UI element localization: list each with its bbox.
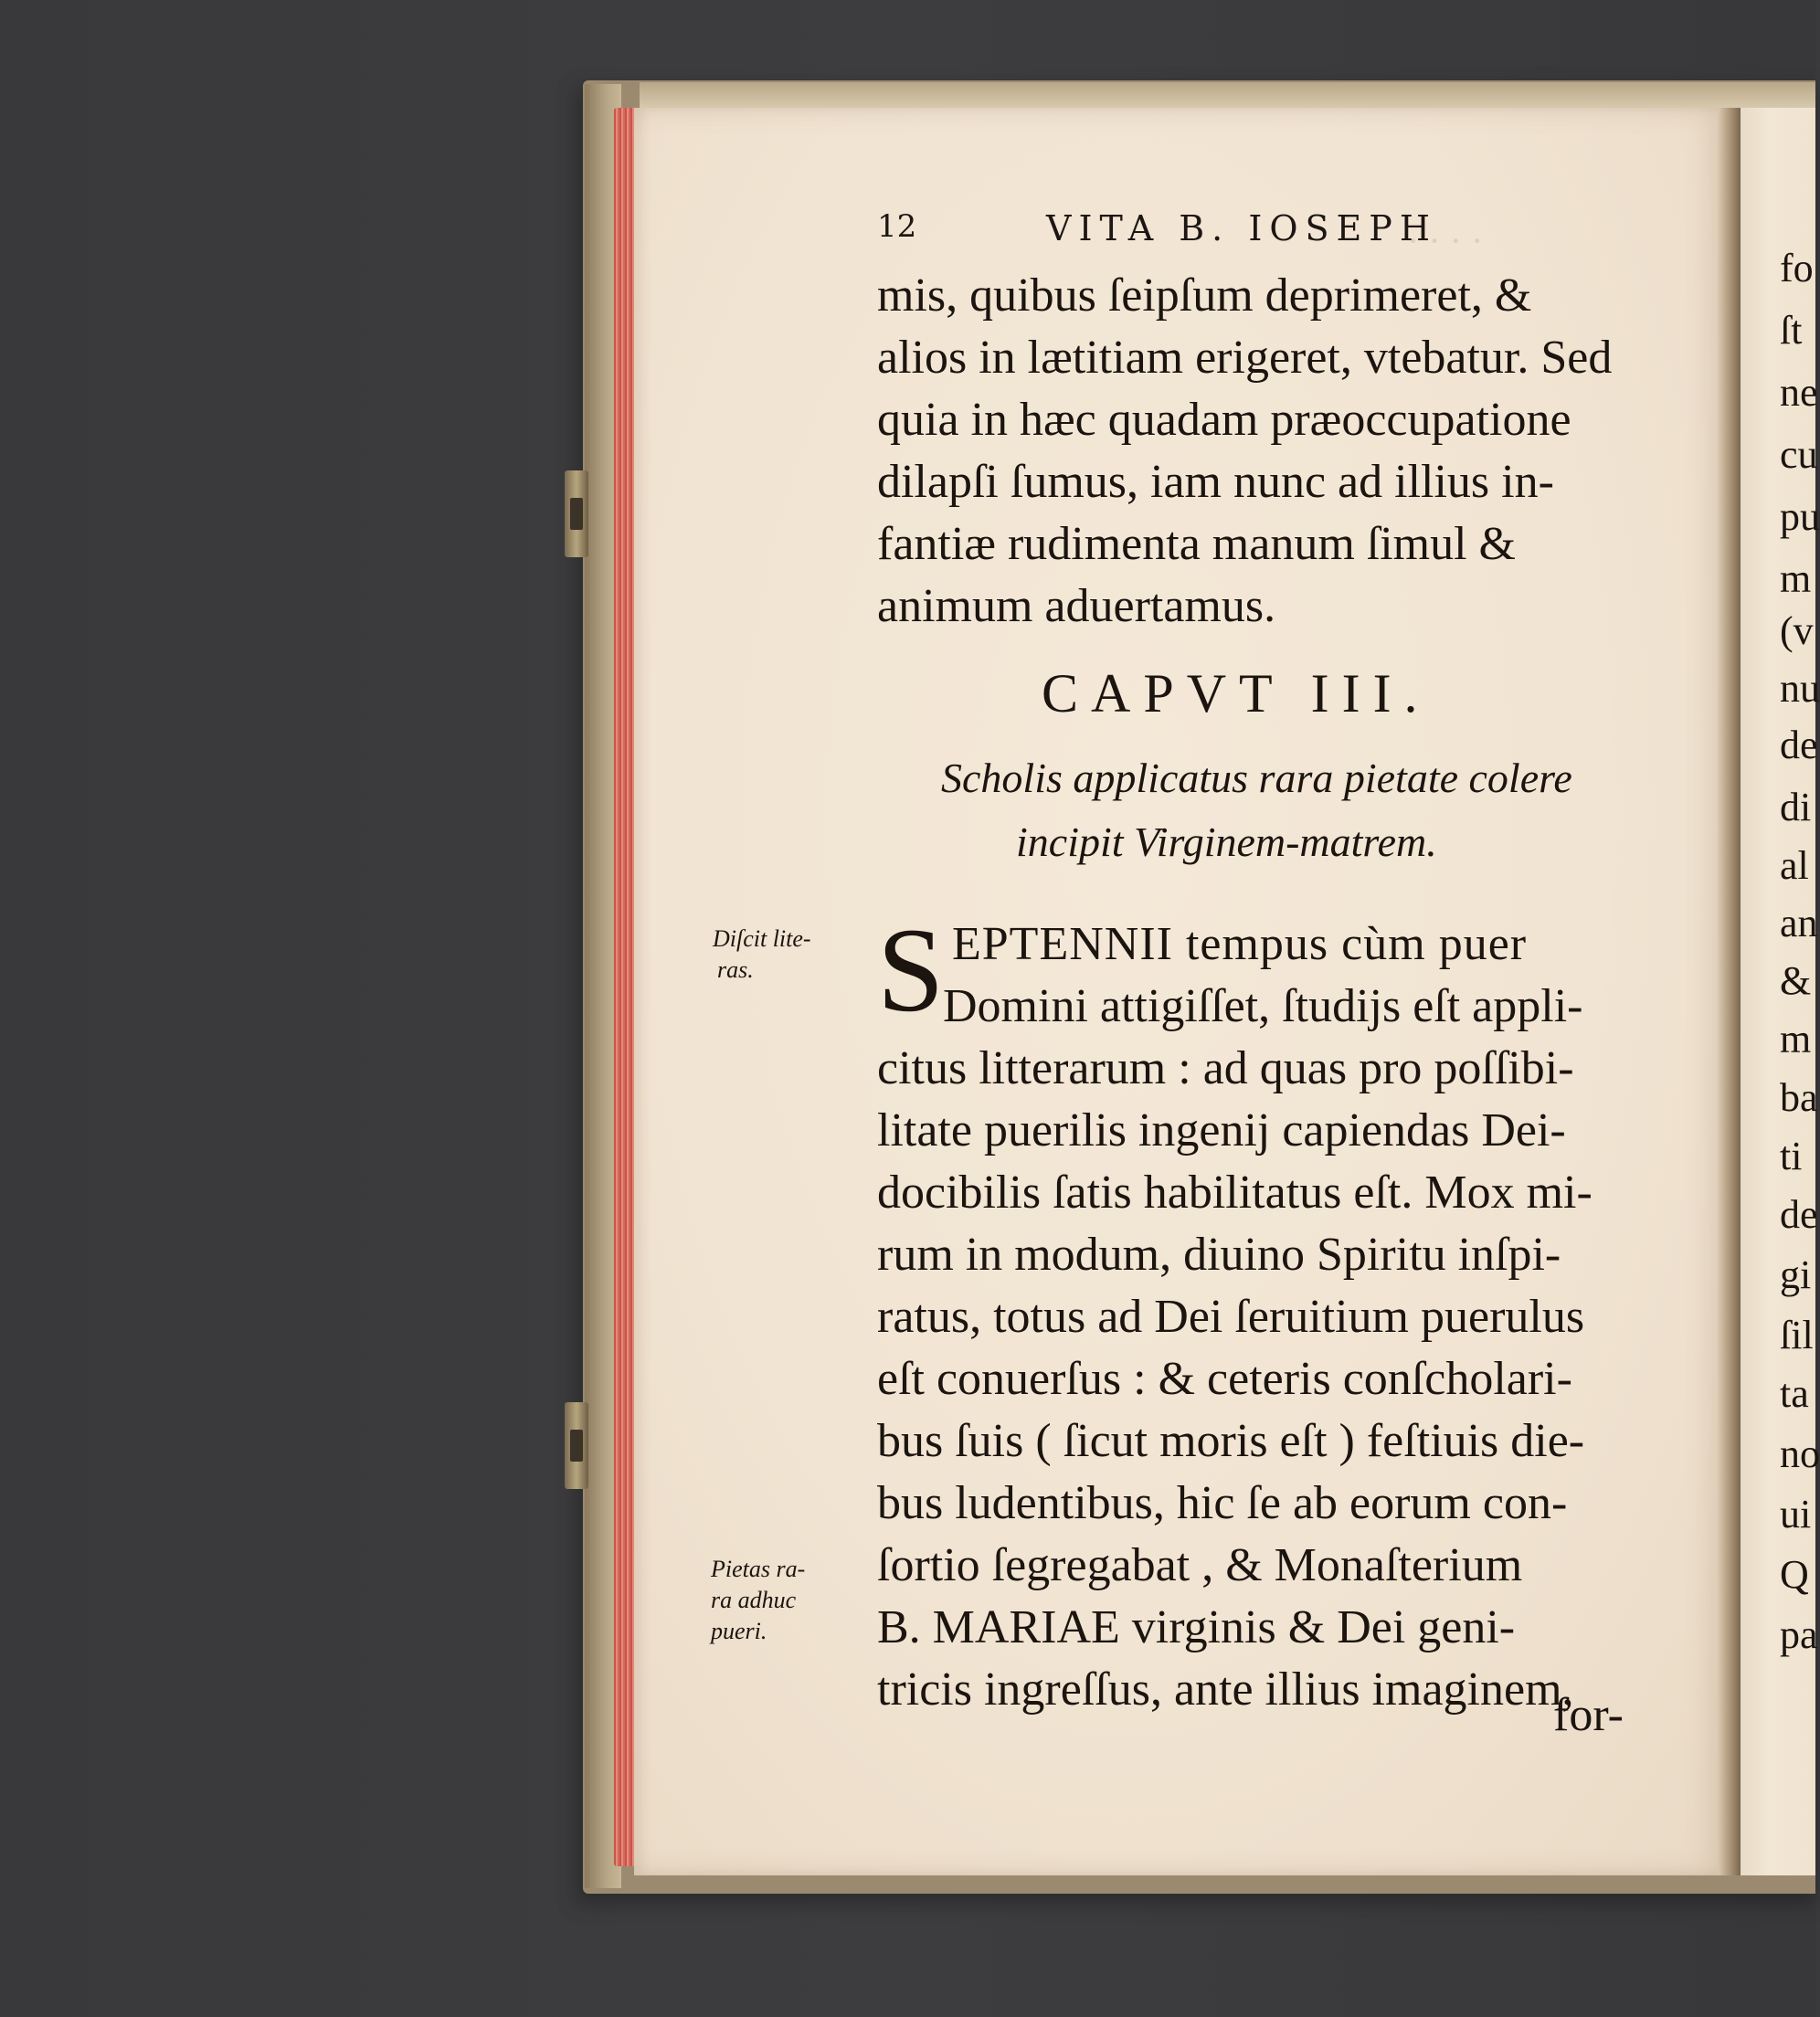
drop-cap: S [877,903,945,1037]
text-line: dilapſi ſumus, iam nunc ad illius in- [877,456,1554,508]
clasp-upper [565,470,588,557]
text-line: mis, quibus ſeipſum deprimeret, & [877,269,1532,322]
text-line: bus ſuis ( ſicut moris eſt ) feſtiuis die- [877,1415,1585,1467]
fragment: gi [1780,1252,1812,1297]
fragment: ui [1780,1492,1812,1537]
margin-note-1-line-1: Diſcit lite- [713,925,811,952]
page-number: 12 [877,208,917,245]
fragment: Q [1780,1552,1809,1597]
fragment: cu [1780,432,1818,477]
text-line: quia in hæc quadam præoccupatione [877,394,1571,446]
text-line: ſortio ſegregabat , & Monaſterium [877,1539,1523,1591]
fragment: an [1780,901,1818,945]
fragment: ba [1780,1075,1818,1120]
margin-note-2-line-1: Pietas ra- [711,1556,806,1582]
margin-note-2-line-3: pueri. [711,1618,767,1644]
fragment: ti [1780,1134,1803,1178]
fragment: no [1780,1431,1820,1476]
text-line: citus litterarum : ad quas pro poſſibi- [877,1042,1574,1094]
text-line: Domini attigiſſet, ſtudijs eſt appli- [943,980,1583,1032]
fragment: ne [1780,370,1818,415]
chapter-subtitle-line-2: incipit Virginem-matrem. [1016,818,1437,865]
text-line: bus ludentibus, hic ſe ab eorum con- [877,1477,1568,1529]
fragment: al [1780,843,1809,888]
catchword: for- [1553,1689,1624,1741]
text-line: rum in modum, diuino Spiritu inſpi- [877,1229,1561,1281]
text-line: ratus, totus ad Dei ſeruitium puerulus [877,1291,1585,1343]
fragment: pa [1780,1612,1818,1657]
fragment: (v [1780,608,1814,653]
show-through-text: · · · · [1407,220,1484,261]
text-line: litate puerilis ingenij capiendas Dei- [877,1104,1566,1156]
text-line: eſt conuerſus : & ceteris conſcholari- [877,1353,1572,1405]
book-top-edge [640,82,1815,110]
fragment: & [1780,958,1812,1003]
margin-note-1-line-2: ras. [717,956,754,983]
text-line: docibilis ſatis habilitatus eſt. Mox mi- [877,1167,1592,1219]
fragment: ſt [1780,308,1803,353]
clasp-lower [565,1402,588,1489]
margin-note-2-line-2: ra adhuc [711,1587,797,1613]
text-line: alios in lætitiam erigeret, vtebatur. Sed [877,332,1613,384]
fragment: di [1780,785,1812,829]
text-line: tricis ingreſſus, ante illius imaginem, [877,1663,1574,1716]
chapter-subtitle-line-1: Scholis applicatus rara pietate colere [941,755,1572,801]
chapter-heading: CAPVT III. [1042,663,1431,723]
fragment: nu [1780,666,1820,711]
fragment: m [1780,556,1812,601]
fragment: m [1780,1017,1812,1061]
text-line: fantiæ rudimenta manum ſimul & [877,518,1517,570]
text-line: B. MARIAE virginis & Dei geni- [877,1601,1516,1653]
text-line: EPTENNII tempus cùm puer [952,918,1528,970]
fragment: ſil [1780,1313,1814,1357]
text-line: animum aduertamus. [877,580,1276,632]
running-head-title: VITA B. IOSEPH [1046,208,1437,248]
running-head [877,201,1608,256]
fragment: pu [1780,494,1820,539]
fragment: de [1780,723,1818,767]
fragment: fo [1780,246,1814,290]
fragment: ta [1780,1371,1809,1416]
fragment: de [1780,1192,1818,1237]
